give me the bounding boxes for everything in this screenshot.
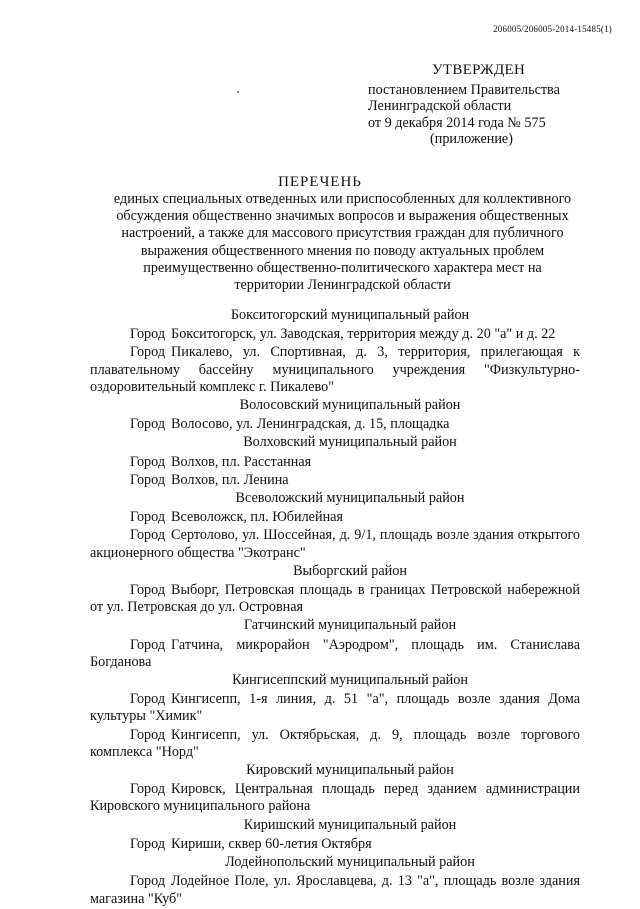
approval-title: УТВЕРЖДЕН [432, 62, 526, 78]
city-label: Город [130, 453, 166, 470]
city-label: Город [130, 691, 166, 708]
location-entry [90, 637, 580, 671]
location-entry [90, 873, 580, 907]
location-text: Пикалево, ул. Спортивная, д. 3, территория, прилегающая к плавательному бассейну муниципального учреждения "Физкультурно-оздоровительный комплекс г. Пикалево" [90, 344, 580, 395]
district-heading: Всеволожский муниципальный район [235, 490, 465, 507]
location-text: Волосово, ул. Ленинградская, д. 15, площадка [171, 416, 450, 433]
scan-speck [237, 91, 239, 93]
document-subtitle: единых специальных отведенных или приспособленных для коллективного обсуждения общественно значимых вопросов и выражения общественных настроений, а также для массового присутствия граждан для публичного выражения общественного мнения по поводу актуальных проблем преимущественно общественно-политического характера мест на территории Ленинградской области [113, 191, 572, 294]
location-text: Выборг, Петровская площадь в границах Петровской набережной от ул. Петровская до ул. Островная [90, 582, 580, 616]
location-entry [90, 509, 580, 526]
city-label: Город [130, 344, 166, 361]
district-heading: Киришский муниципальный район [243, 816, 457, 833]
location-entry [90, 416, 580, 433]
location-entry [90, 527, 580, 561]
location-entry [90, 582, 580, 616]
location-entry [90, 836, 580, 853]
location-entry [90, 472, 580, 489]
city-label: Город [130, 726, 166, 743]
city-label: Город [130, 471, 166, 488]
location-text: Лодейное Поле, ул. Ярославцева, д. 13 "а", площадь возле здания магазина "Куб" [90, 873, 580, 907]
location-text: Сертолово, ул. Шоссейная, д. 9/1, площадь возле здания открытого акционерного общества "Экотранс" [90, 527, 580, 561]
location-text: Кировск, Центральная площадь перед зданием администрации Кировского муниципального района [90, 781, 580, 815]
district-heading: Бокситогорский муниципальный район [230, 307, 470, 323]
approval-line-3: от 9 декабря 2014 года № 575 [368, 114, 546, 131]
approval-block [368, 62, 618, 148]
city-label: Город [130, 781, 166, 798]
location-entry [90, 326, 580, 343]
approval-annex: (приложение) [430, 131, 513, 147]
locations-list [90, 307, 580, 909]
location-text: Всеволожск, пл. Юбилейная [171, 509, 343, 526]
district-heading: Выборгский район [293, 562, 407, 579]
city-label: Город [130, 326, 166, 343]
district-heading: Волховский муниципальный район [243, 434, 457, 451]
location-text: Кингисепп, ул. Октябрьская, д. 9, площадь возле торгового комплекса "Норд" [90, 726, 580, 760]
city-label: Город [130, 835, 166, 852]
location-text: Кингисепп, 1-я линия, д. 51 "а", площадь возле здания Дома культуры "Химик" [90, 691, 580, 725]
location-text: Бокситогорск, ул. Заводская, территория между д. 20 "а" и д. 22 [171, 326, 556, 343]
approval-line-2: Ленинградской области [368, 98, 512, 114]
city-label: Город [130, 636, 166, 653]
document-heading: ПЕРЕЧЕНЬ [278, 174, 362, 190]
city-label: Город [130, 873, 166, 890]
location-text: Волхов, пл. Ленина [171, 471, 289, 488]
city-label: Город [130, 527, 166, 544]
location-text: Волхов, пл. Расстанная [171, 453, 312, 470]
document-id: 206005/206005-2014-15485(1) [493, 24, 612, 34]
city-label: Город [130, 509, 166, 526]
location-entry [90, 454, 580, 471]
location-entry [90, 727, 580, 761]
location-entry [90, 781, 580, 815]
location-entry [90, 344, 580, 396]
location-entry [90, 691, 580, 725]
district-heading: Гатчинский муниципальный район [243, 617, 457, 634]
district-heading: Волосовский муниципальный район [239, 397, 461, 414]
district-heading: Кировский муниципальный район [246, 762, 454, 779]
location-text: Кириши, сквер 60-летия Октября [171, 835, 372, 852]
district-heading: Кингисеппский муниципальный район [232, 672, 468, 689]
district-heading: Лодейнопольский муниципальный район [225, 854, 475, 871]
approval-line-1: постановлением Правительства [368, 81, 560, 98]
city-label: Город [130, 582, 166, 599]
city-label: Город [130, 416, 166, 433]
location-text: Гатчина, микрорайон "Аэродром", площадь им. Станислава Богданова [90, 636, 580, 670]
